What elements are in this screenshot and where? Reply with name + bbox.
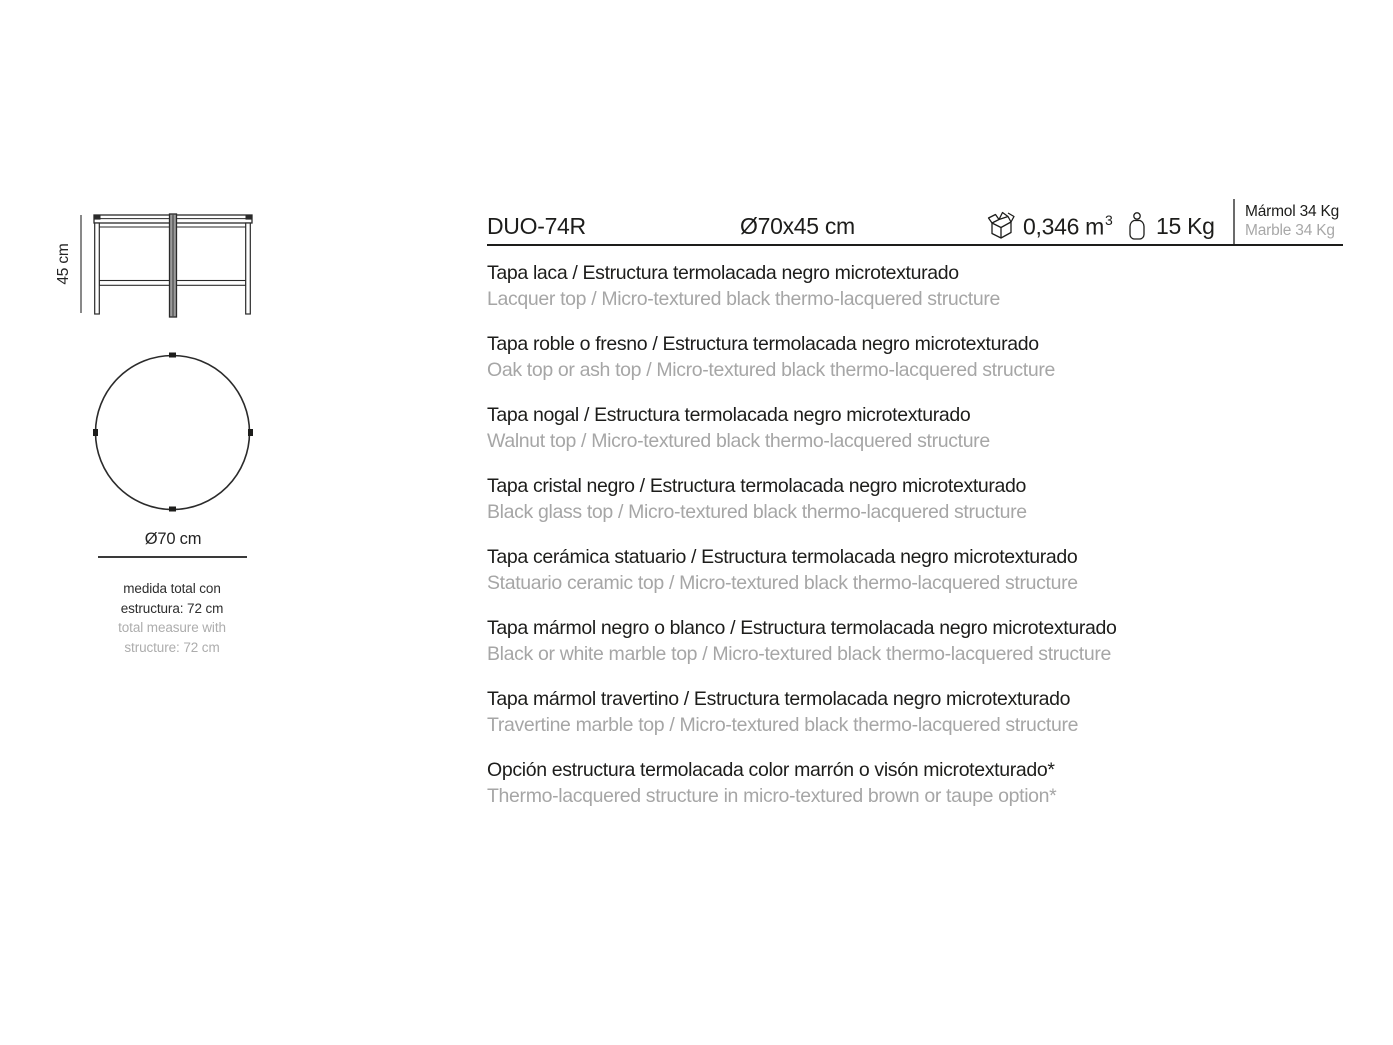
finish-options-list — [487, 260, 1207, 828]
option-es: Tapa cristal negro / Estructura termolacada negro microtexturado — [487, 475, 1027, 497]
product-model-title: DUO-74R — [487, 213, 586, 239]
right-leg — [246, 223, 251, 314]
total-measure-caption — [82, 579, 262, 657]
option-en: Oak top or ash top / Micro-textured black thermo-lacquered structure — [487, 359, 1055, 381]
option-en: Walnut top / Micro-textured black thermo-lacquered structure — [487, 430, 990, 452]
caption-en-line1: total measure with — [118, 620, 226, 636]
diameter-label: Ø70 cm — [144, 530, 202, 548]
option-walnut — [487, 402, 1207, 454]
option-en: Lacquer top / Micro-textured black thermo-lacquered structure — [487, 288, 1000, 310]
option-es: Tapa laca / Estructura termolacada negro microtexturado — [487, 262, 959, 284]
caption-es-line2: estructura: 72 cm — [120, 600, 224, 616]
left-leg — [95, 223, 100, 314]
header-vertical-divider — [1233, 199, 1235, 245]
option-es: Tapa roble o fresno / Estructura termolacada negro microtexturado — [487, 333, 1039, 355]
option-en: Statuario ceramic top / Micro-textured black thermo-lacquered structure — [487, 572, 1078, 594]
center-leg — [170, 214, 177, 317]
product-weight: 15 Kg — [1156, 213, 1215, 239]
option-es: Tapa mármol negro o blanco / Estructura termolacada negro microtexturado — [487, 617, 1117, 639]
marble-weight-es: Mármol 34 Kg — [1245, 203, 1340, 220]
option-en: Black glass top / Micro-textured black thermo-lacquered structure — [487, 501, 1027, 523]
option-en: Black or white marble top / Micro-textured black thermo-lacquered structure — [487, 643, 1112, 665]
volume-value: 0,346 m — [1023, 213, 1105, 240]
caption-es-line1: medida total con — [123, 581, 221, 596]
product-dimensions: Ø70x45 cm — [740, 213, 855, 239]
caption-en-line2: structure: 72 cm — [124, 639, 220, 655]
top-view-drawing — [88, 348, 258, 516]
option-statuario-ceramic — [487, 544, 1207, 596]
option-travertine-marble — [487, 686, 1207, 738]
header-rule — [487, 244, 1343, 246]
option-en: Thermo-lacquered structure in micro-textured brown or taupe option* — [487, 785, 1057, 807]
tabletop-circle — [96, 356, 250, 510]
diameter-dimension-line — [98, 556, 247, 558]
weight-icon — [1126, 211, 1148, 241]
option-black-glass — [487, 473, 1207, 525]
option-es: Tapa mármol travertino / Estructura termolacada negro microtexturado — [487, 688, 1071, 710]
marble-weight-en: Marble 34 Kg — [1245, 221, 1335, 239]
option-en: Travertine marble top / Micro-textured black thermo-lacquered structure — [487, 714, 1079, 736]
side-view-drawing — [55, 205, 265, 323]
package-volume — [1023, 213, 1112, 241]
option-es: Tapa nogal / Estructura termolacada negro microtexturado — [487, 404, 971, 426]
option-lacquer — [487, 260, 1207, 312]
volume-exponent: 3 — [1105, 212, 1113, 228]
package-icon — [986, 207, 1016, 241]
option-es: Tapa cerámica statuario / Estructura termolacada negro microtexturado — [487, 546, 1078, 568]
marble-weight-block — [1245, 203, 1339, 240]
option-black-white-marble — [487, 615, 1207, 667]
height-dimension-label: 45 cm — [55, 243, 72, 285]
option-brown-taupe-structure — [487, 757, 1207, 809]
option-oak-ash — [487, 331, 1207, 383]
option-es: Opción estructura termolacada color marrón o visón microtexturado* — [487, 759, 1055, 781]
